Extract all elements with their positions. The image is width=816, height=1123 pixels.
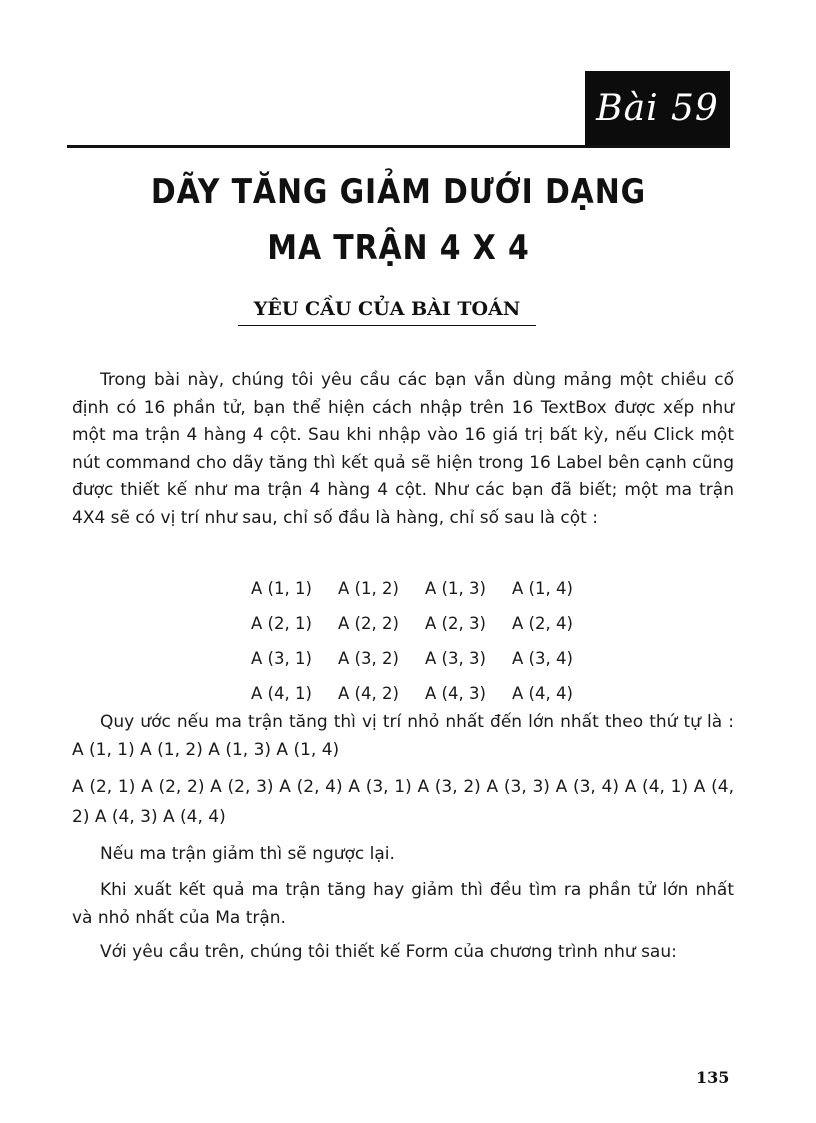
matrix-cell: A (4, 2) xyxy=(338,684,399,703)
output-paragraph: Khi xuất kết quả ma trận tăng hay giảm thì đều tìm ra phần tử lớn nhất và nhỏ nhất của Ma trận. xyxy=(72,880,734,928)
matrix-row xyxy=(251,606,599,641)
matrix-cell: A (2, 1) xyxy=(251,614,312,633)
header-rule xyxy=(67,145,730,148)
page-title-line-2: MA TRẬN 4 X 4 xyxy=(267,228,530,268)
matrix-cell: A (1, 4) xyxy=(512,579,573,598)
matrix-cell: A (2, 2) xyxy=(338,614,399,633)
matrix-row xyxy=(251,641,599,676)
matrix-cell: A (4, 4) xyxy=(512,684,573,703)
convention-paragraph: Quy ước nếu ma trận tăng thì vị trí nhỏ nhất đến lớn nhất theo thứ tự là : A (1, 1) A (1, 2) A (1, 3) A (1, 4) xyxy=(72,712,734,760)
page-title-line-1: DÃY TĂNG GIẢM DƯỚI DẠNG xyxy=(150,172,647,212)
form-intro-paragraph: Với yêu cầu trên, chúng tôi thiết kế Form của chương trình như sau: xyxy=(100,942,677,962)
matrix-cell: A (3, 2) xyxy=(338,649,399,668)
matrix-cell: A (2, 4) xyxy=(512,614,573,633)
section-heading: YÊU CẦU CỦA BÀI TOÁN xyxy=(238,296,536,326)
matrix-cell: A (3, 3) xyxy=(425,649,486,668)
page-number: 135 xyxy=(696,1068,730,1087)
lesson-badge xyxy=(585,71,730,145)
matrix-cell: A (4, 1) xyxy=(251,684,312,703)
matrix-cell: A (1, 1) xyxy=(251,579,312,598)
matrix-cell: A (3, 4) xyxy=(512,649,573,668)
matrix-cell: A (3, 1) xyxy=(251,649,312,668)
matrix-cell: A (2, 3) xyxy=(425,614,486,633)
decreasing-paragraph: Nếu ma trận giảm thì sẽ ngược lại. xyxy=(100,844,395,864)
matrix-index-table xyxy=(251,571,599,711)
matrix-cell: A (4, 3) xyxy=(425,684,486,703)
matrix-row xyxy=(251,571,599,606)
matrix-cell: A (1, 3) xyxy=(425,579,486,598)
matrix-row xyxy=(251,676,599,711)
lesson-label: Bài 59 xyxy=(596,87,719,129)
order-continued-paragraph: A (2, 1) A (2, 2) A (2, 3) A (2, 4) A (3, 1) A (3, 2) A (3, 3) A (3, 4) A (4, 1) A (4, 2) A (4, 3) A (4, 4) xyxy=(72,777,734,827)
matrix-cell: A (1, 2) xyxy=(338,579,399,598)
intro-paragraph: Trong bài này, chúng tôi yêu cầu các bạn vẫn dùng mảng một chiều cố định có 16 phần tử, bạn thể hiện cách nhập trên 16 TextBox được xếp như một ma trận 4 hàng 4 cột. Sau khi nhập vào 16 giá trị bất kỳ, nếu Click một nút command cho dãy tăng thì kết quả sẽ hiện trong 16 Label bên cạnh cũng được thiết kế như ma trận 4 hàng 4 cột. Như các bạn đã biết; một ma trận 4X4 sẽ có vị trí như sau, chỉ số đầu là hàng, chỉ số sau là cột : xyxy=(72,370,734,528)
